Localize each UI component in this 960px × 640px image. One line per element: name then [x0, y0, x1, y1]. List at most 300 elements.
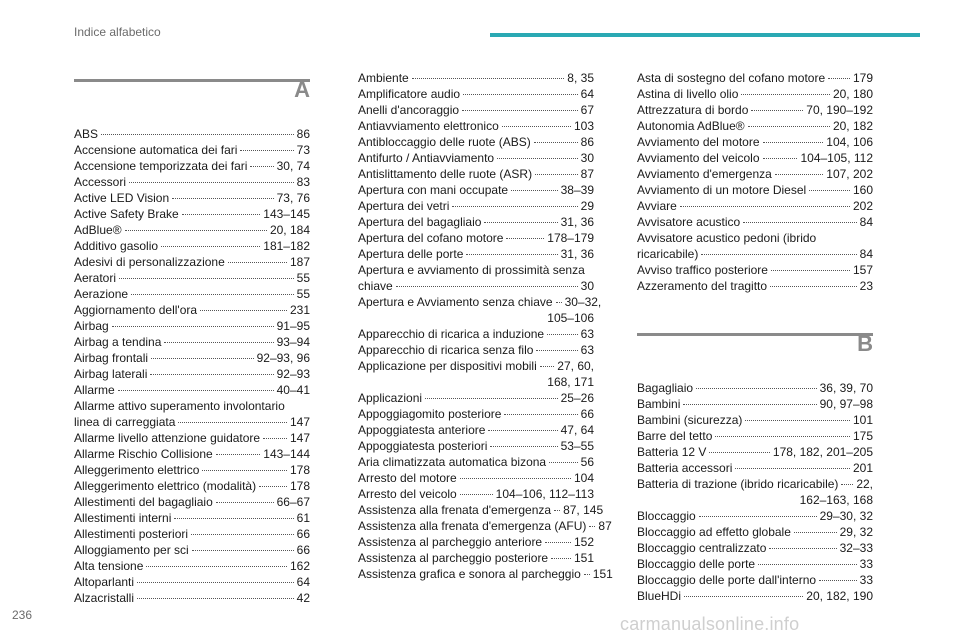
entry-term: Accensione automatica dei fari	[74, 143, 238, 157]
section-header-a	[74, 70, 310, 126]
entry-term: Alloggiamento per sci	[74, 543, 189, 557]
index-entry	[637, 246, 873, 262]
index-entry	[358, 438, 594, 454]
index-entry	[358, 70, 594, 86]
entry-term: Alta tensione	[74, 559, 144, 573]
dot-leader	[263, 438, 287, 439]
index-entry	[637, 166, 873, 182]
entry-term: Apertura del bagagliaio	[358, 215, 482, 229]
index-entry	[74, 318, 310, 334]
index-entry: Allarme attivo superamento involontario	[74, 399, 285, 413]
entry-pages-continued: 168, 171	[547, 375, 594, 389]
index-entry: Apertura e avviamento di prossimità senza	[358, 263, 585, 277]
entry-pages: 63	[580, 327, 594, 341]
dot-leader	[758, 564, 857, 565]
entry-pages: 20, 180	[832, 87, 873, 101]
dot-leader	[240, 150, 293, 151]
entry-term: Additivo gasolio	[74, 239, 159, 253]
index-entry	[74, 302, 310, 318]
entry-term: Appoggiatesta posteriori	[358, 439, 488, 453]
entry-pages: 143–144	[263, 447, 310, 461]
section-header-b	[637, 324, 873, 380]
entry-term: Adesivi di personalizzazione	[74, 255, 225, 269]
dot-leader	[200, 310, 287, 311]
entry-pages: 157	[852, 263, 873, 277]
dot-leader	[182, 214, 261, 215]
dot-leader	[751, 110, 803, 111]
index-entry	[637, 476, 873, 492]
index-entry	[358, 166, 594, 182]
dot-leader	[554, 510, 560, 511]
dot-leader	[192, 550, 294, 551]
dot-leader	[771, 270, 850, 271]
entry-term: Bagagliaio	[637, 381, 694, 395]
dot-leader	[146, 566, 287, 567]
entry-term: Airbag laterali	[74, 367, 148, 381]
index-entry	[637, 70, 873, 86]
entry-pages: 83	[296, 175, 310, 189]
dot-leader	[101, 134, 294, 135]
dot-leader	[549, 462, 578, 463]
entry-term: Appoggiagomito posteriore	[358, 407, 502, 421]
index-entry	[358, 134, 594, 150]
dot-leader	[684, 596, 803, 597]
entry-pages: 101	[852, 413, 873, 427]
index-entry	[74, 590, 310, 606]
dot-leader	[763, 158, 798, 159]
entry-pages: 64	[580, 87, 594, 101]
index-entry	[358, 470, 594, 486]
dot-leader	[540, 366, 555, 367]
entry-pages: 30	[580, 151, 594, 165]
index-entry	[358, 86, 594, 102]
index-entry	[358, 358, 594, 374]
entry-pages: 104	[573, 471, 594, 485]
dot-leader	[191, 534, 294, 535]
entry-term: Assistenza alla frenata d'emergenza	[358, 503, 552, 517]
page-number: 236	[12, 608, 33, 622]
entry-pages: 27, 60,	[557, 359, 594, 373]
entry-term: Avviamento d'emergenza	[637, 167, 772, 181]
entry-term: Avviamento del veicolo	[637, 151, 760, 165]
dot-leader	[775, 174, 823, 175]
dot-leader	[828, 78, 850, 79]
index-entry	[637, 396, 873, 412]
entry-pages: 33	[859, 573, 873, 587]
header-accent-bar	[490, 33, 920, 37]
entry-term: Bloccaggio ad effetto globale	[637, 525, 791, 539]
entry-term: Antislittamento delle ruote (ASR)	[358, 167, 533, 181]
dot-leader	[259, 486, 287, 487]
dot-leader	[151, 358, 254, 359]
entry-term: Arresto del veicolo	[358, 487, 457, 501]
entry-term: Assistenza al parcheggio anteriore	[358, 535, 543, 549]
entry-term: Bambini	[637, 397, 681, 411]
entry-term: Attrezzatura di bordo	[637, 103, 749, 117]
dot-leader	[462, 110, 578, 111]
entry-term: linea di carreggiata	[74, 415, 176, 429]
dot-leader	[216, 454, 261, 455]
dot-leader	[202, 470, 287, 471]
entry-pages: 93–94	[276, 335, 310, 349]
dot-leader	[129, 182, 294, 183]
entry-term: Avviamento di un motore Diesel	[637, 183, 807, 197]
index-entry	[637, 150, 873, 166]
entry-pages: 61	[296, 511, 310, 525]
dot-leader	[770, 286, 857, 287]
dot-leader	[460, 494, 493, 495]
entry-term: BlueHDi	[637, 589, 682, 603]
entry-term: Allarme Rischio Collisione	[74, 447, 213, 461]
dot-leader	[589, 526, 595, 527]
entry-term: Appoggiatesta anteriore	[358, 423, 486, 437]
entry-term: Asta di sostegno del cofano motore	[637, 71, 826, 85]
dot-leader	[161, 246, 260, 247]
index-entry	[637, 86, 873, 102]
index-entry	[358, 534, 594, 550]
index-entry	[358, 502, 604, 518]
dot-leader	[769, 548, 836, 549]
dot-leader	[497, 158, 578, 159]
entry-pages: 201	[852, 461, 873, 475]
entry-pages: 30–32,	[564, 295, 602, 309]
entry-pages: 151	[592, 567, 613, 581]
entry-term: Bloccaggio centralizzato	[637, 541, 767, 555]
page-header-title: Indice alfabetico	[74, 25, 161, 39]
entry-term: Batteria 12 V	[637, 445, 707, 459]
index-list-a1	[74, 126, 310, 606]
entry-pages: 66–67	[276, 495, 310, 509]
entry-term: Aria climatizzata automatica bizona	[358, 455, 547, 469]
dot-leader	[511, 190, 558, 191]
dot-leader	[490, 446, 557, 447]
entry-term: Batteria accessori	[637, 461, 733, 475]
dot-leader	[216, 502, 274, 503]
entry-term: Allestimenti posteriori	[74, 527, 189, 541]
entry-pages: 202	[852, 199, 873, 213]
entry-pages: 103	[573, 119, 594, 133]
entry-pages: 86	[296, 127, 310, 141]
entry-pages: 66	[296, 527, 310, 541]
dot-leader	[502, 126, 571, 127]
entry-pages: 84	[859, 247, 873, 261]
index-entry	[74, 574, 310, 590]
entry-pages: 47, 64	[560, 423, 594, 437]
dot-leader	[545, 542, 571, 543]
entry-pages: 30, 74	[276, 159, 310, 173]
entry-pages: 56	[580, 455, 594, 469]
entry-pages: 23	[859, 279, 873, 293]
entry-pages-continued: 105–106	[547, 311, 594, 325]
index-entry	[358, 294, 602, 310]
entry-pages: 147	[289, 431, 310, 445]
dot-leader	[164, 342, 273, 343]
dot-leader	[745, 420, 850, 421]
entry-term: Allestimenti interni	[74, 511, 172, 525]
index-entry	[74, 478, 310, 494]
entry-term: Batteria di trazione (ibrido ricaricabile)	[637, 477, 839, 491]
index-entry	[637, 524, 873, 540]
index-column-3	[637, 70, 873, 604]
index-entry	[74, 126, 310, 142]
entry-pages: 40–41	[276, 383, 310, 397]
dot-leader	[794, 532, 837, 533]
entry-term: Accessori	[74, 175, 127, 189]
dot-leader	[463, 94, 578, 95]
section-letter: A	[294, 77, 310, 102]
index-list-a3	[637, 70, 873, 294]
entry-pages: 55	[296, 287, 310, 301]
entry-pages: 179	[852, 71, 873, 85]
entry-pages: 84	[859, 215, 873, 229]
entry-term: Accensione temporizzata dei fari	[74, 159, 248, 173]
dot-leader	[506, 238, 544, 239]
index-entry	[637, 118, 873, 134]
entry-pages: 63	[580, 343, 594, 357]
entry-term: Apertura delle porte	[358, 247, 464, 261]
entry-term: Avviare	[637, 199, 677, 213]
entry-pages: 187	[289, 255, 310, 269]
entry-pages: 143–145	[263, 207, 310, 221]
entry-term: Antifurto / Antiavviamento	[358, 151, 495, 165]
watermark: carmanualsonline.info	[620, 614, 800, 634]
index-entry	[74, 286, 310, 302]
index-entry	[637, 588, 873, 604]
index-entry	[74, 414, 310, 430]
entry-pages: 22,	[856, 477, 873, 491]
entry-pages: 162	[289, 559, 310, 573]
dot-leader	[484, 222, 557, 223]
entry-pages: 107, 202	[826, 167, 873, 181]
entry-term: Avviamento del motore	[637, 135, 760, 149]
section-rule	[637, 333, 873, 336]
entry-term: Aerazione	[74, 287, 129, 301]
dot-leader	[452, 206, 577, 207]
section-rule	[74, 79, 310, 82]
entry-term: chiave	[358, 279, 393, 293]
entry-pages: 104–105, 112	[800, 151, 873, 165]
dot-leader	[699, 516, 817, 517]
entry-term: Apertura del cofano motore	[358, 231, 504, 245]
index-entry	[74, 446, 310, 462]
entry-term: Bambini (sicurezza)	[637, 413, 743, 427]
index-column-1	[74, 70, 310, 606]
index-entry	[74, 158, 310, 174]
entry-pages: 87, 145	[563, 503, 604, 517]
entry-pages: 91–95	[276, 319, 310, 333]
entry-pages: 29, 32	[839, 525, 873, 539]
index-entry	[358, 326, 594, 342]
index-entry	[637, 540, 873, 556]
entry-term: Apparecchio di ricarica senza filo	[358, 343, 534, 357]
entry-term: Antiavviamento elettronico	[358, 119, 499, 133]
entry-pages: 30	[580, 279, 594, 293]
entry-pages: 92–93, 96	[256, 351, 310, 365]
dot-leader	[460, 478, 571, 479]
index-list-a2	[358, 70, 613, 582]
entry-pages: 92–93	[276, 367, 310, 381]
entry-term: Antibloccaggio delle ruote (ABS)	[358, 135, 531, 149]
entry-term: Apertura con mani occupate	[358, 183, 509, 197]
entry-term: Alleggerimento elettrico	[74, 463, 200, 477]
section-letter: B	[857, 331, 873, 356]
entry-term: Alleggerimento elettrico (modalità)	[74, 479, 257, 493]
entry-pages: 33	[859, 557, 873, 571]
entry-term: Active Safety Brake	[74, 207, 179, 221]
index-entry	[74, 174, 310, 190]
entry-pages: 20, 182, 190	[806, 589, 873, 603]
dot-leader	[715, 436, 850, 437]
dot-leader	[696, 388, 817, 389]
entry-pages: 178, 182, 201–205	[772, 445, 873, 459]
entry-term: Avviso traffico posteriore	[637, 263, 768, 277]
entry-term: Barre del tetto	[637, 429, 713, 443]
dot-leader	[250, 166, 273, 167]
entry-term: Allarme	[74, 383, 115, 397]
entry-term: ricaricabile)	[637, 247, 699, 261]
index-list-b	[637, 380, 873, 604]
entry-term: Allarme livello attenzione guidatore	[74, 431, 261, 445]
dot-leader	[425, 398, 558, 399]
dot-leader	[743, 222, 856, 223]
dot-leader	[137, 582, 294, 583]
entry-pages: 90, 97–98	[819, 397, 873, 411]
entry-term: Autonomia AdBlue®	[637, 119, 745, 133]
entry-pages: 70, 190–192	[806, 103, 873, 117]
entry-term: Allestimenti del bagagliaio	[74, 495, 213, 509]
entry-pages: 53–55	[560, 439, 594, 453]
dot-leader	[534, 142, 578, 143]
entry-pages: 20, 182	[832, 119, 873, 133]
dot-leader	[709, 452, 770, 453]
entry-pages: 20, 184	[269, 223, 310, 237]
entry-pages: 31, 36	[560, 247, 594, 261]
dot-leader	[504, 414, 577, 415]
entry-pages: 31, 36	[560, 215, 594, 229]
entry-term: Astina di livello olio	[637, 87, 739, 101]
dot-leader	[547, 334, 578, 335]
index-entry	[637, 428, 873, 444]
dot-leader	[701, 254, 856, 255]
dot-leader	[535, 174, 578, 175]
entry-pages: 32–33	[839, 541, 873, 555]
entry-pages: 181–182	[263, 239, 310, 253]
entry-pages: 87	[580, 167, 594, 181]
entry-pages: 25–26	[560, 391, 594, 405]
index-entry	[358, 342, 594, 358]
entry-pages: 42	[296, 591, 310, 605]
entry-term: Airbag	[74, 319, 109, 333]
index-entry	[358, 150, 594, 166]
entry-pages: 178–179	[547, 231, 594, 245]
index-entry	[358, 518, 612, 534]
entry-pages: 104, 106	[826, 135, 873, 149]
entry-pages-continued: 162–163, 168	[799, 493, 873, 507]
index-entry	[358, 550, 594, 566]
index-entry	[637, 134, 873, 150]
index-entry	[74, 542, 310, 558]
index-entry	[74, 494, 310, 510]
entry-pages: 147	[289, 415, 310, 429]
dot-leader	[819, 580, 857, 581]
entry-pages: 73	[296, 143, 310, 157]
entry-term: AdBlue®	[74, 223, 122, 237]
dot-leader	[118, 390, 274, 391]
dot-leader	[584, 574, 590, 575]
entry-term: Anelli d'ancoraggio	[358, 103, 460, 117]
entry-term: Bloccaggio	[637, 509, 696, 523]
index-entry	[74, 462, 310, 478]
index-entry	[74, 366, 310, 382]
entry-term: Apparecchio di ricarica a induzione	[358, 327, 545, 341]
entry-pages: 67	[580, 103, 594, 117]
entry-term: Airbag a tendina	[74, 335, 162, 349]
entry-term: Alzacristalli	[74, 591, 135, 605]
index-entry	[74, 382, 310, 398]
index-entry	[358, 198, 594, 214]
index-entry: Avvisatore acustico pedoni (ibrido	[637, 231, 817, 245]
entry-term: Bloccaggio delle porte	[637, 557, 756, 571]
index-entry	[637, 182, 873, 198]
dot-leader	[412, 78, 565, 79]
dot-leader	[536, 350, 577, 351]
entry-pages: 55	[296, 271, 310, 285]
entry-pages: 231	[289, 303, 310, 317]
index-entry	[74, 142, 310, 158]
index-entry	[358, 102, 594, 118]
entry-term: Airbag frontali	[74, 351, 149, 365]
index-entry	[637, 508, 873, 524]
index-entry	[637, 278, 873, 294]
index-entry	[637, 262, 873, 278]
entry-pages: 151	[573, 551, 594, 565]
entry-term: Amplificatore audio	[358, 87, 461, 101]
dot-leader	[551, 558, 571, 559]
entry-term: Altoparlanti	[74, 575, 135, 589]
entry-pages: 104–106, 112–113	[495, 487, 594, 501]
dot-leader	[741, 94, 830, 95]
index-entry	[358, 278, 594, 294]
entry-pages: 8, 35	[567, 71, 594, 85]
index-entry	[74, 558, 310, 574]
dot-leader	[841, 484, 853, 485]
index-entry	[358, 454, 594, 470]
entry-term: Azzeramento del tragitto	[637, 279, 768, 293]
dot-leader	[178, 422, 287, 423]
dot-leader	[809, 190, 850, 191]
dot-leader	[396, 286, 578, 287]
index-entry	[74, 350, 310, 366]
entry-term: Applicazioni	[358, 391, 423, 405]
dot-leader	[466, 254, 557, 255]
entry-term: Assistenza al parcheggio posteriore	[358, 551, 549, 565]
dot-leader	[488, 430, 557, 431]
entry-pages: 38–39	[560, 183, 594, 197]
dot-leader	[150, 374, 273, 375]
index-entry	[74, 270, 310, 286]
index-entry	[637, 444, 873, 460]
dot-leader	[556, 302, 562, 303]
dot-leader	[680, 206, 850, 207]
dot-leader	[125, 230, 267, 231]
dot-leader	[735, 468, 850, 469]
index-entry	[74, 222, 310, 238]
index-entry	[358, 182, 594, 198]
index-entry	[358, 230, 594, 246]
index-entry	[637, 380, 873, 396]
index-entry	[358, 118, 594, 134]
entry-pages: 73, 76	[276, 191, 310, 205]
